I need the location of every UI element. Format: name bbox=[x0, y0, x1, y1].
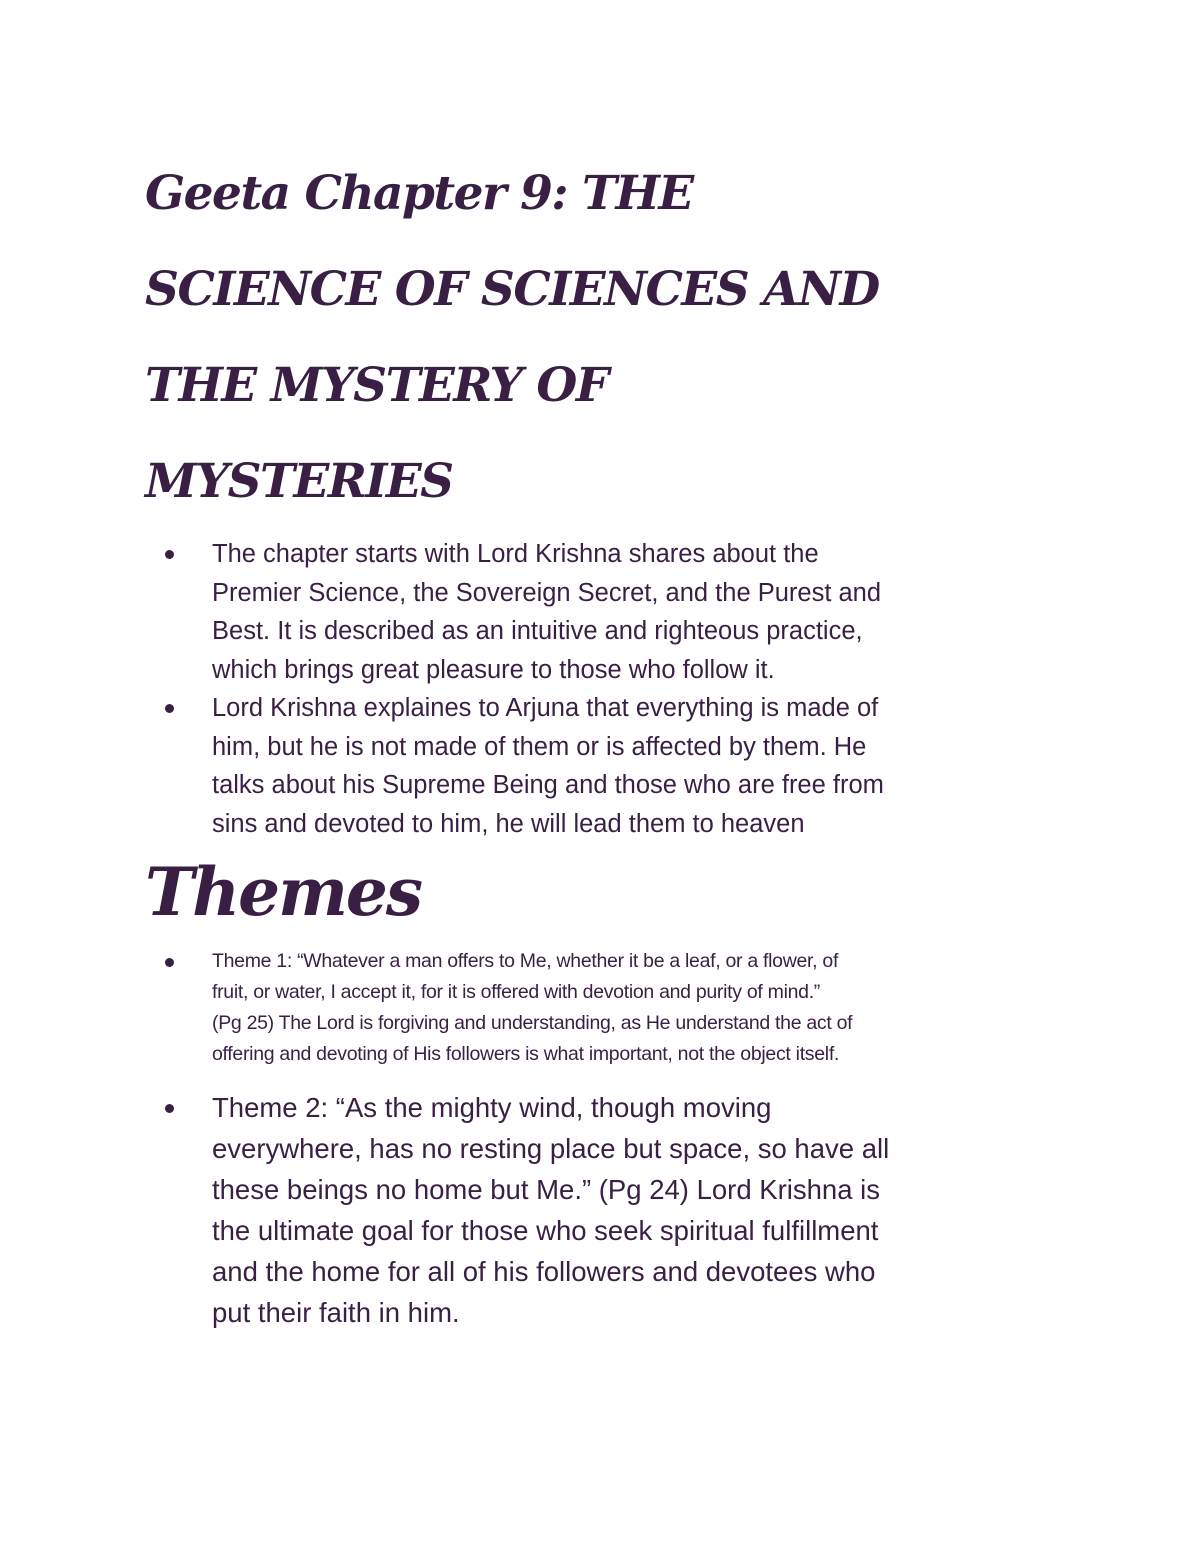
chapter-title-line: Geeta Chapter 9: THE bbox=[145, 166, 693, 221]
theme-1-line: offering and devoting of His followers is what important, not the object itself. bbox=[212, 1043, 840, 1065]
theme-1-line: Theme 1: “Whatever a man offers to Me, whether it be a leaf, or a flower, of bbox=[212, 950, 839, 972]
bullet-dot-icon bbox=[165, 704, 174, 713]
theme-2-line: everywhere, has no resting place but space, so have all bbox=[212, 1133, 890, 1164]
theme-2-line: the ultimate goal for those who seek spiritual fulfillment bbox=[212, 1215, 879, 1246]
theme-2-line: Theme 2: “As the mighty wind, though moving bbox=[212, 1092, 772, 1123]
theme-2-line: these beings no home but Me.” (Pg 24) Lord Krishna is bbox=[212, 1174, 881, 1205]
chapter-title-line: SCIENCE OF SCIENCES AND bbox=[145, 262, 879, 317]
intro-bullet-item bbox=[145, 535, 1045, 689]
intro-bullet-line: The chapter starts with Lord Krishna shares about the bbox=[212, 540, 819, 568]
chapter-title bbox=[145, 146, 1045, 530]
themes-heading: Themes bbox=[145, 853, 422, 931]
theme-2-list bbox=[145, 1087, 1045, 1333]
intro-bullet-line: him, but he is not made of them or is affected by them. He bbox=[212, 732, 867, 761]
theme-1-line: (Pg 25) The Lord is forgiving and understanding, as He understand the act of bbox=[212, 1012, 853, 1034]
intro-bullet-line: talks about his Supreme Being and those who are free from bbox=[212, 771, 884, 799]
theme-1-item bbox=[145, 946, 1075, 1070]
intro-bullet-line: sins and devoted to him, he will lead them to heaven bbox=[212, 809, 805, 838]
bullet-dot-icon bbox=[165, 958, 174, 967]
intro-bullet-list bbox=[145, 535, 1045, 843]
intro-bullet-line: Premier Science, the Sovereign Secret, and the Purest and bbox=[212, 578, 882, 607]
theme-2-item bbox=[145, 1087, 1045, 1333]
intro-bullet-line: Best. It is described as an intuitive and righteous practice, bbox=[212, 617, 863, 645]
chapter-title-line: THE MYSTERY OF bbox=[145, 358, 608, 413]
theme-1-list bbox=[145, 946, 1075, 1070]
intro-bullet-line: which brings great pleasure to those who follow it. bbox=[212, 655, 775, 684]
intro-bullet-line: Lord Krishna explaines to Arjuna that everything is made of bbox=[212, 694, 879, 722]
bullet-dot-icon bbox=[165, 550, 174, 559]
bullet-dot-icon bbox=[165, 1104, 174, 1113]
theme-2-line: put their faith in him. bbox=[212, 1297, 460, 1328]
chapter-title-line: MYSTERIES bbox=[145, 454, 453, 509]
intro-bullet-item bbox=[145, 689, 1045, 843]
theme-1-line: fruit, or water, I accept it, for it is offered with devotion and purity of mind.” bbox=[212, 981, 820, 1003]
theme-2-line: and the home for all of his followers and devotees who bbox=[212, 1256, 876, 1287]
